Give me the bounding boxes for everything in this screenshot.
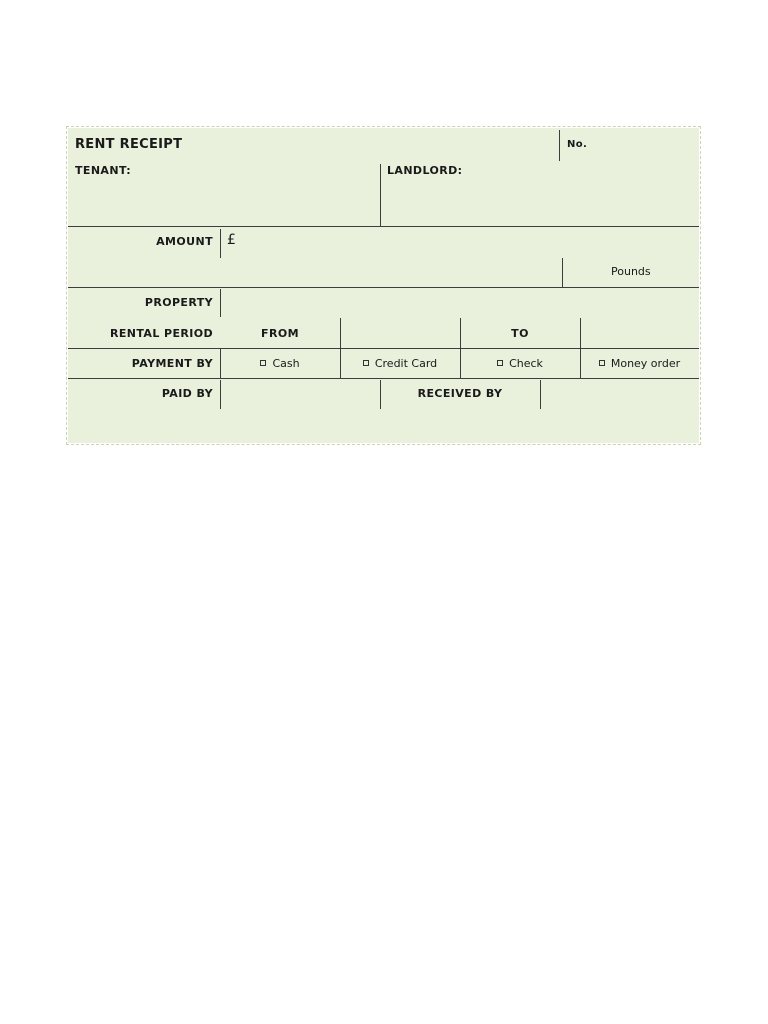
payment-option-label: Money order: [610, 357, 681, 370]
divider: [68, 348, 699, 349]
currency-symbol: £: [227, 232, 236, 248]
pounds-label: Pounds: [611, 265, 651, 278]
divider: [340, 318, 341, 348]
payment-option-check[interactable]: [460, 357, 580, 370]
payment-option-cash[interactable]: [220, 357, 340, 370]
payment-option-label: Cash: [272, 357, 300, 370]
to-label: TO: [511, 327, 529, 340]
property-label: PROPERTY: [144, 296, 213, 309]
checkbox-icon: [260, 360, 266, 366]
amount-label: AMOUNT: [156, 235, 213, 248]
divider: [68, 287, 699, 288]
payment-option-money-order[interactable]: [580, 357, 699, 370]
divider: [580, 318, 581, 348]
payment-by-label: PAYMENT BY: [131, 357, 213, 370]
divider: [380, 164, 381, 226]
tenant-label: TENANT:: [75, 164, 132, 177]
payment-option-label: Credit Card: [374, 357, 438, 370]
divider: [68, 226, 699, 227]
receipt-title: RENT RECEIPT: [75, 137, 183, 152]
payment-option-label: Check: [509, 357, 543, 370]
receipt-number-label: No.: [567, 139, 588, 150]
divider: [540, 380, 541, 409]
checkbox-icon: [599, 360, 605, 366]
divider: [559, 130, 560, 161]
divider: [562, 258, 563, 287]
checkbox-icon: [497, 360, 503, 366]
divider: [220, 289, 221, 317]
divider: [220, 380, 221, 409]
divider: [68, 378, 699, 379]
divider: [220, 229, 221, 258]
paid-by-label: PAID BY: [161, 387, 213, 400]
payment-option-credit-card[interactable]: [340, 357, 460, 370]
from-label: FROM: [261, 327, 299, 340]
landlord-label: LANDLORD:: [387, 164, 463, 177]
rent-receipt-form: [68, 128, 699, 443]
checkbox-icon: [363, 360, 369, 366]
rental-period-label: RENTAL PERIOD: [109, 327, 213, 340]
received-by-label: RECEIVED BY: [417, 387, 503, 400]
